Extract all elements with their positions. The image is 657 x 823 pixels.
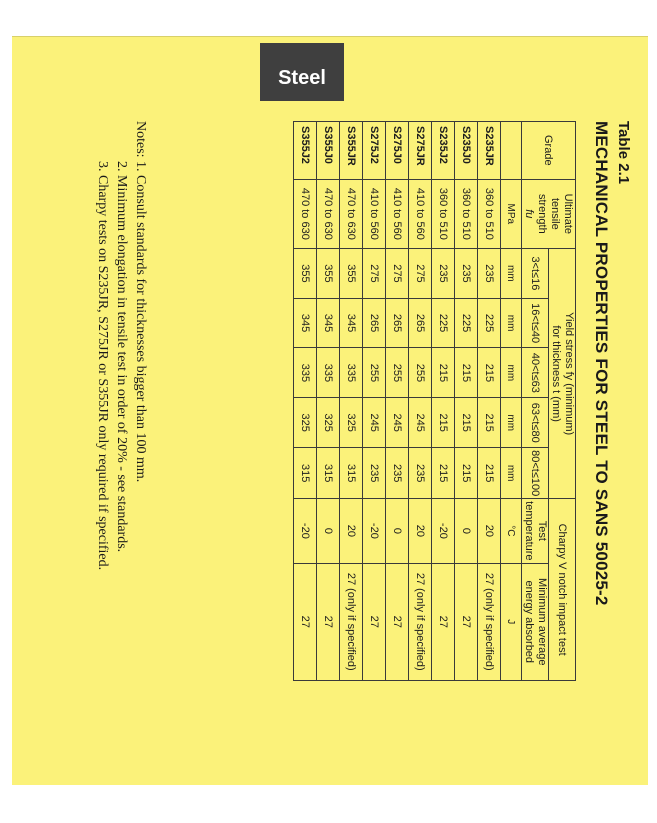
- table-row: [478, 122, 501, 681]
- cell-grade: S275J0: [386, 122, 409, 180]
- cell-yield: 235: [363, 448, 386, 499]
- cell-yield: 345: [294, 298, 317, 348]
- cell-tensile: 470 to 630: [317, 179, 340, 249]
- cell-grade: S235J2: [432, 122, 455, 180]
- cell-yield: 255: [409, 348, 432, 398]
- cell-yield: 245: [386, 398, 409, 448]
- section-tab-label: Steel: [278, 67, 326, 89]
- header-thickness-1: 3<t≤16: [522, 249, 549, 299]
- cell-yield: 235: [409, 448, 432, 499]
- cell-grade: S235JR: [478, 122, 501, 180]
- section-tab-label-wrap: [260, 49, 344, 107]
- cell-yield: 215: [478, 348, 501, 398]
- cell-yield: 225: [432, 298, 455, 348]
- header-test-line2: temperature: [523, 501, 535, 561]
- unit-yield-2: mm: [501, 298, 522, 348]
- table-row: [340, 122, 363, 681]
- cell-energy: 27 (only if specified): [340, 563, 363, 680]
- cell-temperature: -20: [432, 499, 455, 563]
- unit-grade-blank: [501, 122, 522, 180]
- header-yield-line1: Yield stress fy (minimum): [563, 312, 575, 436]
- header-charpy: Charpy V notch impact test: [549, 499, 576, 681]
- cell-yield: 345: [317, 298, 340, 348]
- cell-yield: 355: [294, 249, 317, 299]
- table-row: [363, 122, 386, 681]
- cell-yield: 355: [340, 249, 363, 299]
- cell-grade: S355JR: [340, 122, 363, 180]
- cell-temperature: 20: [340, 499, 363, 563]
- header-energy-line2: energy absorbed: [523, 580, 535, 664]
- cell-yield: 225: [478, 298, 501, 348]
- header-ultimate-line3: strength: [536, 193, 549, 234]
- cell-energy: 27 (only if specified): [409, 563, 432, 680]
- note-2: 2. Minimum elongation in tensile test in order of 20% - see standards.: [114, 161, 129, 553]
- cell-tensile: 360 to 510: [455, 179, 478, 249]
- cell-yield: 215: [432, 398, 455, 448]
- table-number: Table 2.1: [615, 121, 632, 185]
- cell-yield: 265: [363, 298, 386, 348]
- cell-tensile: 470 to 630: [340, 179, 363, 249]
- table-row: [294, 122, 317, 681]
- unit-yield-5: mm: [501, 448, 522, 499]
- cell-energy: 27: [432, 563, 455, 680]
- cell-temperature: 20: [478, 499, 501, 563]
- title-block: [591, 121, 632, 771]
- cell-yield: 215: [432, 448, 455, 499]
- cell-temperature: 0: [386, 499, 409, 563]
- cell-temperature: -20: [294, 499, 317, 563]
- header-thickness-2: 16<t≤40: [522, 298, 549, 348]
- header-test-temperature: [522, 499, 549, 563]
- cell-tensile: 410 to 560: [363, 179, 386, 249]
- unit-energy: J: [501, 563, 522, 680]
- table-row: [317, 122, 340, 681]
- cell-temperature: -20: [363, 499, 386, 563]
- units-row: [501, 122, 522, 681]
- cell-yield: 255: [386, 348, 409, 398]
- table-row: [432, 122, 455, 681]
- header-test-line1: Test: [536, 520, 548, 541]
- header-thickness-5: 80<t≤100: [522, 448, 549, 499]
- cell-yield: 235: [455, 249, 478, 299]
- table-row: [455, 122, 478, 681]
- cell-yield: 235: [386, 448, 409, 499]
- cell-yield: 335: [340, 348, 363, 398]
- cell-yield: 345: [340, 298, 363, 348]
- cell-yield: 255: [363, 348, 386, 398]
- header-yield-line2: for thickness t (mm): [550, 325, 562, 422]
- cell-grade: S275JR: [409, 122, 432, 180]
- cell-yield: 315: [340, 448, 363, 499]
- cell-energy: 27: [317, 563, 340, 680]
- cell-yield: 215: [478, 448, 501, 499]
- unit-temperature: °C: [501, 499, 522, 563]
- yellow-page: [12, 36, 648, 785]
- header-ultimate: [522, 179, 576, 249]
- cell-tensile: 360 to 510: [432, 179, 455, 249]
- cell-yield: 245: [409, 398, 432, 448]
- cell-yield: 335: [317, 348, 340, 398]
- header-ultimate-line1: Ultimate: [562, 193, 575, 234]
- cell-grade: S275J2: [363, 122, 386, 180]
- table-row: [409, 122, 432, 681]
- cell-grade: S355J0: [317, 122, 340, 180]
- header-thickness-3: 40<t≤63: [522, 348, 549, 398]
- cell-yield: 235: [432, 249, 455, 299]
- cell-yield: 215: [455, 348, 478, 398]
- cell-yield: 215: [478, 398, 501, 448]
- note-1: Notes: 1. Consult standards for thicknesses bigger than 100 mm.: [133, 121, 148, 483]
- cell-tensile: 360 to 510: [478, 179, 501, 249]
- cell-energy: 27: [294, 563, 317, 680]
- cell-yield: 215: [455, 448, 478, 499]
- header-grade: Grade: [522, 122, 576, 180]
- header-yield: [549, 249, 576, 499]
- cell-yield: 235: [478, 249, 501, 299]
- table-row: [386, 122, 409, 681]
- rotated-content: [16, 43, 636, 783]
- section-tab: [260, 43, 344, 101]
- header-ultimate-line2: tensile: [549, 197, 562, 230]
- properties-table: [293, 121, 576, 681]
- cell-yield: 315: [317, 448, 340, 499]
- cell-energy: 27: [455, 563, 478, 680]
- cell-tensile: 470 to 630: [294, 179, 317, 249]
- unit-yield-1: mm: [501, 249, 522, 299]
- cell-energy: 27: [363, 563, 386, 680]
- cell-yield: 275: [409, 249, 432, 299]
- cell-yield: 315: [294, 448, 317, 499]
- cell-yield: 325: [340, 398, 363, 448]
- cell-temperature: 0: [317, 499, 340, 563]
- note-3: 3. Charpy tests on S235JR, S275JR or S355JR only required if specified.: [95, 161, 110, 571]
- cell-yield: 325: [317, 398, 340, 448]
- table-title: MECHANICAL PROPERTIES FOR STEEL TO SANS 50025-2: [592, 121, 611, 606]
- cell-tensile: 410 to 560: [386, 179, 409, 249]
- cell-grade: S235J0: [455, 122, 478, 180]
- unit-yield-4: mm: [501, 398, 522, 448]
- cell-grade: S355J2: [294, 122, 317, 180]
- cell-yield: 215: [432, 348, 455, 398]
- header-min-energy: [522, 563, 549, 680]
- unit-yield-3: mm: [501, 348, 522, 398]
- notes: [93, 121, 150, 781]
- cell-energy: 27 (only if specified): [478, 563, 501, 680]
- cell-yield: 215: [455, 398, 478, 448]
- cell-yield: 275: [363, 249, 386, 299]
- unit-tensile: MPa: [501, 179, 522, 249]
- cell-yield: 265: [409, 298, 432, 348]
- cell-yield: 225: [455, 298, 478, 348]
- cell-yield: 245: [363, 398, 386, 448]
- header-ultimate-symbol: fu: [523, 209, 536, 219]
- cell-yield: 355: [317, 249, 340, 299]
- cell-temperature: 0: [455, 499, 478, 563]
- header-energy-line1: Minimum average: [536, 578, 548, 666]
- cell-yield: 335: [294, 348, 317, 398]
- cell-yield: 275: [386, 249, 409, 299]
- cell-yield: 325: [294, 398, 317, 448]
- cell-temperature: 20: [409, 499, 432, 563]
- header-thickness-4: 63<t≤80: [522, 398, 549, 448]
- cell-tensile: 410 to 560: [409, 179, 432, 249]
- cell-yield: 265: [386, 298, 409, 348]
- cell-energy: 27: [386, 563, 409, 680]
